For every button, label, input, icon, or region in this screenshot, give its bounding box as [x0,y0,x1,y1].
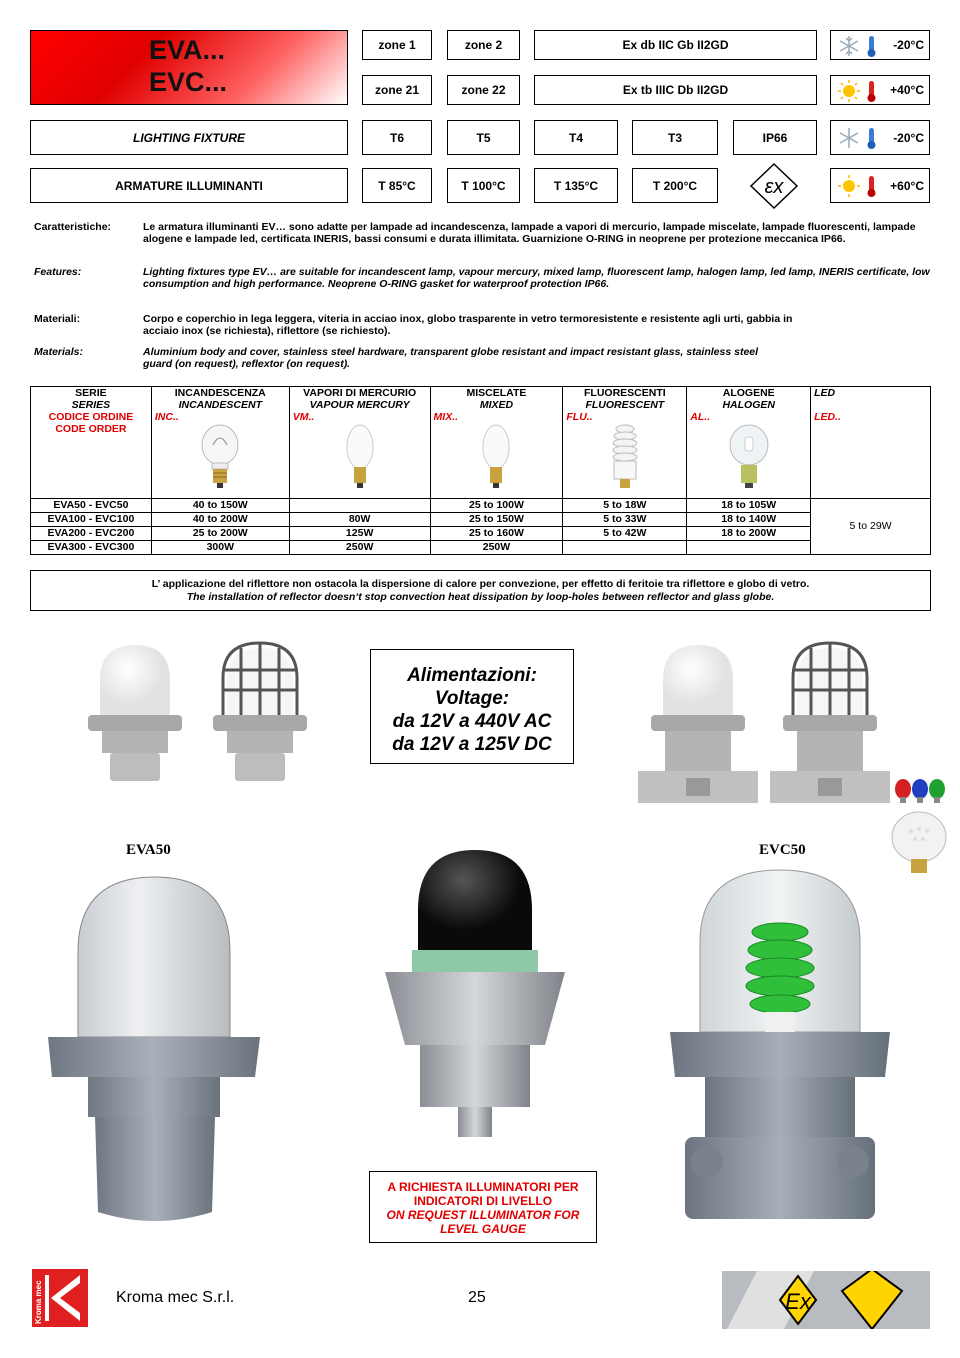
class-t6: T6 [362,120,432,155]
led-code: LED.. [814,411,841,423]
col-it: MISCELATE [466,387,527,399]
request-line: INDICATORI DI LIVELLO [413,1194,553,1208]
ex-mark-text: Ex [785,1289,811,1314]
company-name: Kroma mec S.r.l. [116,1289,235,1306]
materials-label: Materials: [34,346,84,358]
fluorescent-spiral-icon [605,423,645,495]
class-t5: T5 [447,120,520,155]
col-en: INCANDESCENT [178,399,262,411]
materiali-label: Materiali: [34,313,81,325]
temp-135: T 135°C [534,168,618,203]
kroma-mec-logo [32,1269,88,1327]
mix-cell: 25 to 160W [430,527,563,541]
ex-gas-marking: Ex db IIC Gb II2GD [534,30,817,60]
temp-box-4 [830,168,930,203]
vm-cell [289,499,430,513]
evc50-render-guard [770,640,890,805]
zone-22: zone 22 [447,75,520,105]
level-gauge-illuminator-photo [370,845,580,1155]
inc-cell: 40 to 200W [151,513,289,527]
sun-thermometer-icon [837,79,885,103]
lamp-table [30,386,931,555]
evc50-render-plain [638,640,758,805]
voltage-line: Voltage: [434,688,510,709]
mixed-header [430,387,563,499]
voltage-line: da 12V a 125V DC [392,734,552,755]
request-line: A RICHIESTA ILLUMINATORI PER [387,1180,579,1194]
title-banner [30,30,348,105]
reflector-note [30,570,931,611]
code-it: CODICE ORDINE [48,411,134,423]
temp-min-gas: -20°C [893,38,924,52]
series-en: SERIES [71,399,111,411]
eva50-render-plain [80,640,190,790]
incandescent-header [151,387,289,499]
col-it: ALOGENE [722,387,775,399]
led-header [811,387,931,499]
model-cell: EVA100 - EVC100 [31,513,152,527]
armature-label: ARMATURE ILLUMINANTI [30,168,348,203]
vapour-mercury-header [289,387,430,499]
class-t4: T4 [534,120,618,155]
col-code: FLU.. [566,411,593,423]
evc50-caption: EVC50 [759,842,806,858]
col-it: INCANDESCENZA [174,387,266,399]
eva50-caption: EVA50 [126,842,171,858]
model-cell: EVA50 - EVC50 [31,499,152,513]
ip-rating: IP66 [733,120,817,155]
page-number: 25 [468,1289,486,1306]
col-en: HALOGEN [722,399,775,411]
eva50-photo [40,872,265,1232]
col-code: MIX.. [433,411,459,423]
temp-box-3 [830,120,930,155]
flu-cell: 5 to 42W [563,527,687,541]
vm-cell: 125W [289,527,430,541]
note-en: The installation of reflector doesn‘t stop convection heat dissipation by loop-holes between reflector and glass globe. [186,591,775,603]
halogen-header [687,387,811,499]
ex-hexagon-icon [748,162,800,210]
sun-thermometer-icon [837,174,885,198]
evc50-photo [665,862,895,1237]
mix-cell: 250W [430,541,563,555]
flu-cell: 5 to 18W [563,499,687,513]
voltage-line: da 12V a 440V AC [392,711,552,732]
on-request-box [369,1171,597,1243]
al-cell: 18 to 140W [687,513,811,527]
temp-max-dust: +60°C [890,179,924,193]
inc-cell: 300W [151,541,289,555]
col-en: MIXED [479,399,514,411]
features-label: Features: [34,266,82,278]
fluorescent-header [563,387,687,499]
eva50-render-guard [205,640,315,790]
features-text: Lighting fixtures type EV… are suitable for incandescent lamp, vapour mercury, mixed lamp, fluorescent lamp, halogen lamp, led lamp, INERIS certificate, low consumption and high performance. Neoprene O-RING gasket for waterproof protection IP66. [143,266,930,290]
temp-max-gas: +40°C [890,83,924,97]
mix-cell: 25 to 100W [430,499,563,513]
led-label: LED [814,387,836,399]
series-it: SERIE [75,387,107,399]
zone-2: zone 2 [447,30,520,60]
snowflake-thermometer-icon [837,34,885,58]
col-code: VM.. [292,411,315,423]
title-evc: EVC... [149,67,228,97]
table-header-row [31,387,931,499]
atex-ex-banner [722,1271,930,1329]
mix-cell: 25 to 150W [430,513,563,527]
caratteristiche-label: Caratteristiche: [34,221,112,233]
temp-box-1 [830,30,930,60]
materiali-text: Corpo e coperchio in lega leggera, viteria in acciao inox, globo trasparente in vetro termoresistente e resistente agli urti, gabbia in acciaio inox (se richiesta), riflettore (se richiesto). [143,313,793,337]
col-it: FLUORESCENTI [584,387,666,399]
col-code: AL.. [690,411,711,423]
col-en: VAPOUR MERCURY [309,399,410,411]
inc-cell: 25 to 200W [151,527,289,541]
zone-1: zone 1 [362,30,432,60]
temp-200: T 200°C [632,168,718,203]
col-it: VAPORI DI MERCURIO [303,387,417,399]
voltage-box [370,649,574,764]
table-row [31,541,931,555]
temp-100: T 100°C [447,168,520,203]
inc-cell: 40 to 150W [151,499,289,513]
note-it: L’ applicazione del riflettore non ostacola la dispersione di calore per convezione, per effetto di feritoie tra riflettore e globo di vetro. [151,578,810,590]
temp-box-2 [830,75,930,105]
incandescent-bulb-icon [195,423,245,493]
voltage-line: Alimentazioni: [407,665,537,686]
al-cell: 18 to 200W [687,527,811,541]
vapour-mercury-bulb-icon [340,423,380,495]
mixed-bulb-icon [476,423,516,495]
col-code: INC.. [154,411,179,423]
materials-text: Aluminium body and cover, stainless steel hardware, transparent globe resistant and impact resistant glass, stainless steel guard (on request), reflextor (on request). [143,346,759,370]
table-row [31,527,931,541]
model-cell: EVA200 - EVC200 [31,527,152,541]
table-row [31,499,931,513]
al-cell: 18 to 105W [687,499,811,513]
led-bulb-icon [887,811,951,879]
lighting-fixture-label: LIGHTING FIXTURE [30,120,348,155]
model-cell: EVA300 - EVC300 [31,541,152,555]
flu-cell [563,541,687,555]
temp-85: T 85°C [362,168,432,203]
class-t3: T3 [632,120,718,155]
col-en: FLUORESCENT [585,399,665,411]
ex-dust-marking: Ex tb IIIC Db II2GD [534,75,817,105]
zone-21: zone 21 [362,75,432,105]
request-line: ON REQUEST ILLUMINATOR FOR [386,1208,580,1222]
flu-cell: 5 to 33W [563,513,687,527]
title-eva: EVA... [149,35,226,65]
led-color-bulbs-icon [893,777,949,805]
svg-text:εx: εx [764,176,784,198]
led-value-cell: 5 to 29W [811,499,931,555]
request-line: LEVEL GAUGE [440,1222,526,1236]
al-cell [687,541,811,555]
temp-min-dust: -20°C [893,131,924,145]
caratteristiche-text: Le armatura illuminanti EV… sono adatte per lampade ad incandescenza, lampade a vapori di mercurio, lampade miscelate, lampade fluorescenti, lampade alogene e lampade led, certificata INERIS, bassi consumi e durata illimitata. Guarnizione O-RING in neoprene per protezione meccanica IP66. [143,221,916,245]
halogen-bulb-icon [724,423,774,495]
vm-cell: 80W [289,513,430,527]
vm-cell: 250W [289,541,430,555]
code-en: CODE ORDER [55,423,127,435]
series-header [31,387,152,499]
logo-text: Kroma mec [34,1280,43,1324]
table-row [31,513,931,527]
snowflake-thermometer-icon [837,126,885,150]
